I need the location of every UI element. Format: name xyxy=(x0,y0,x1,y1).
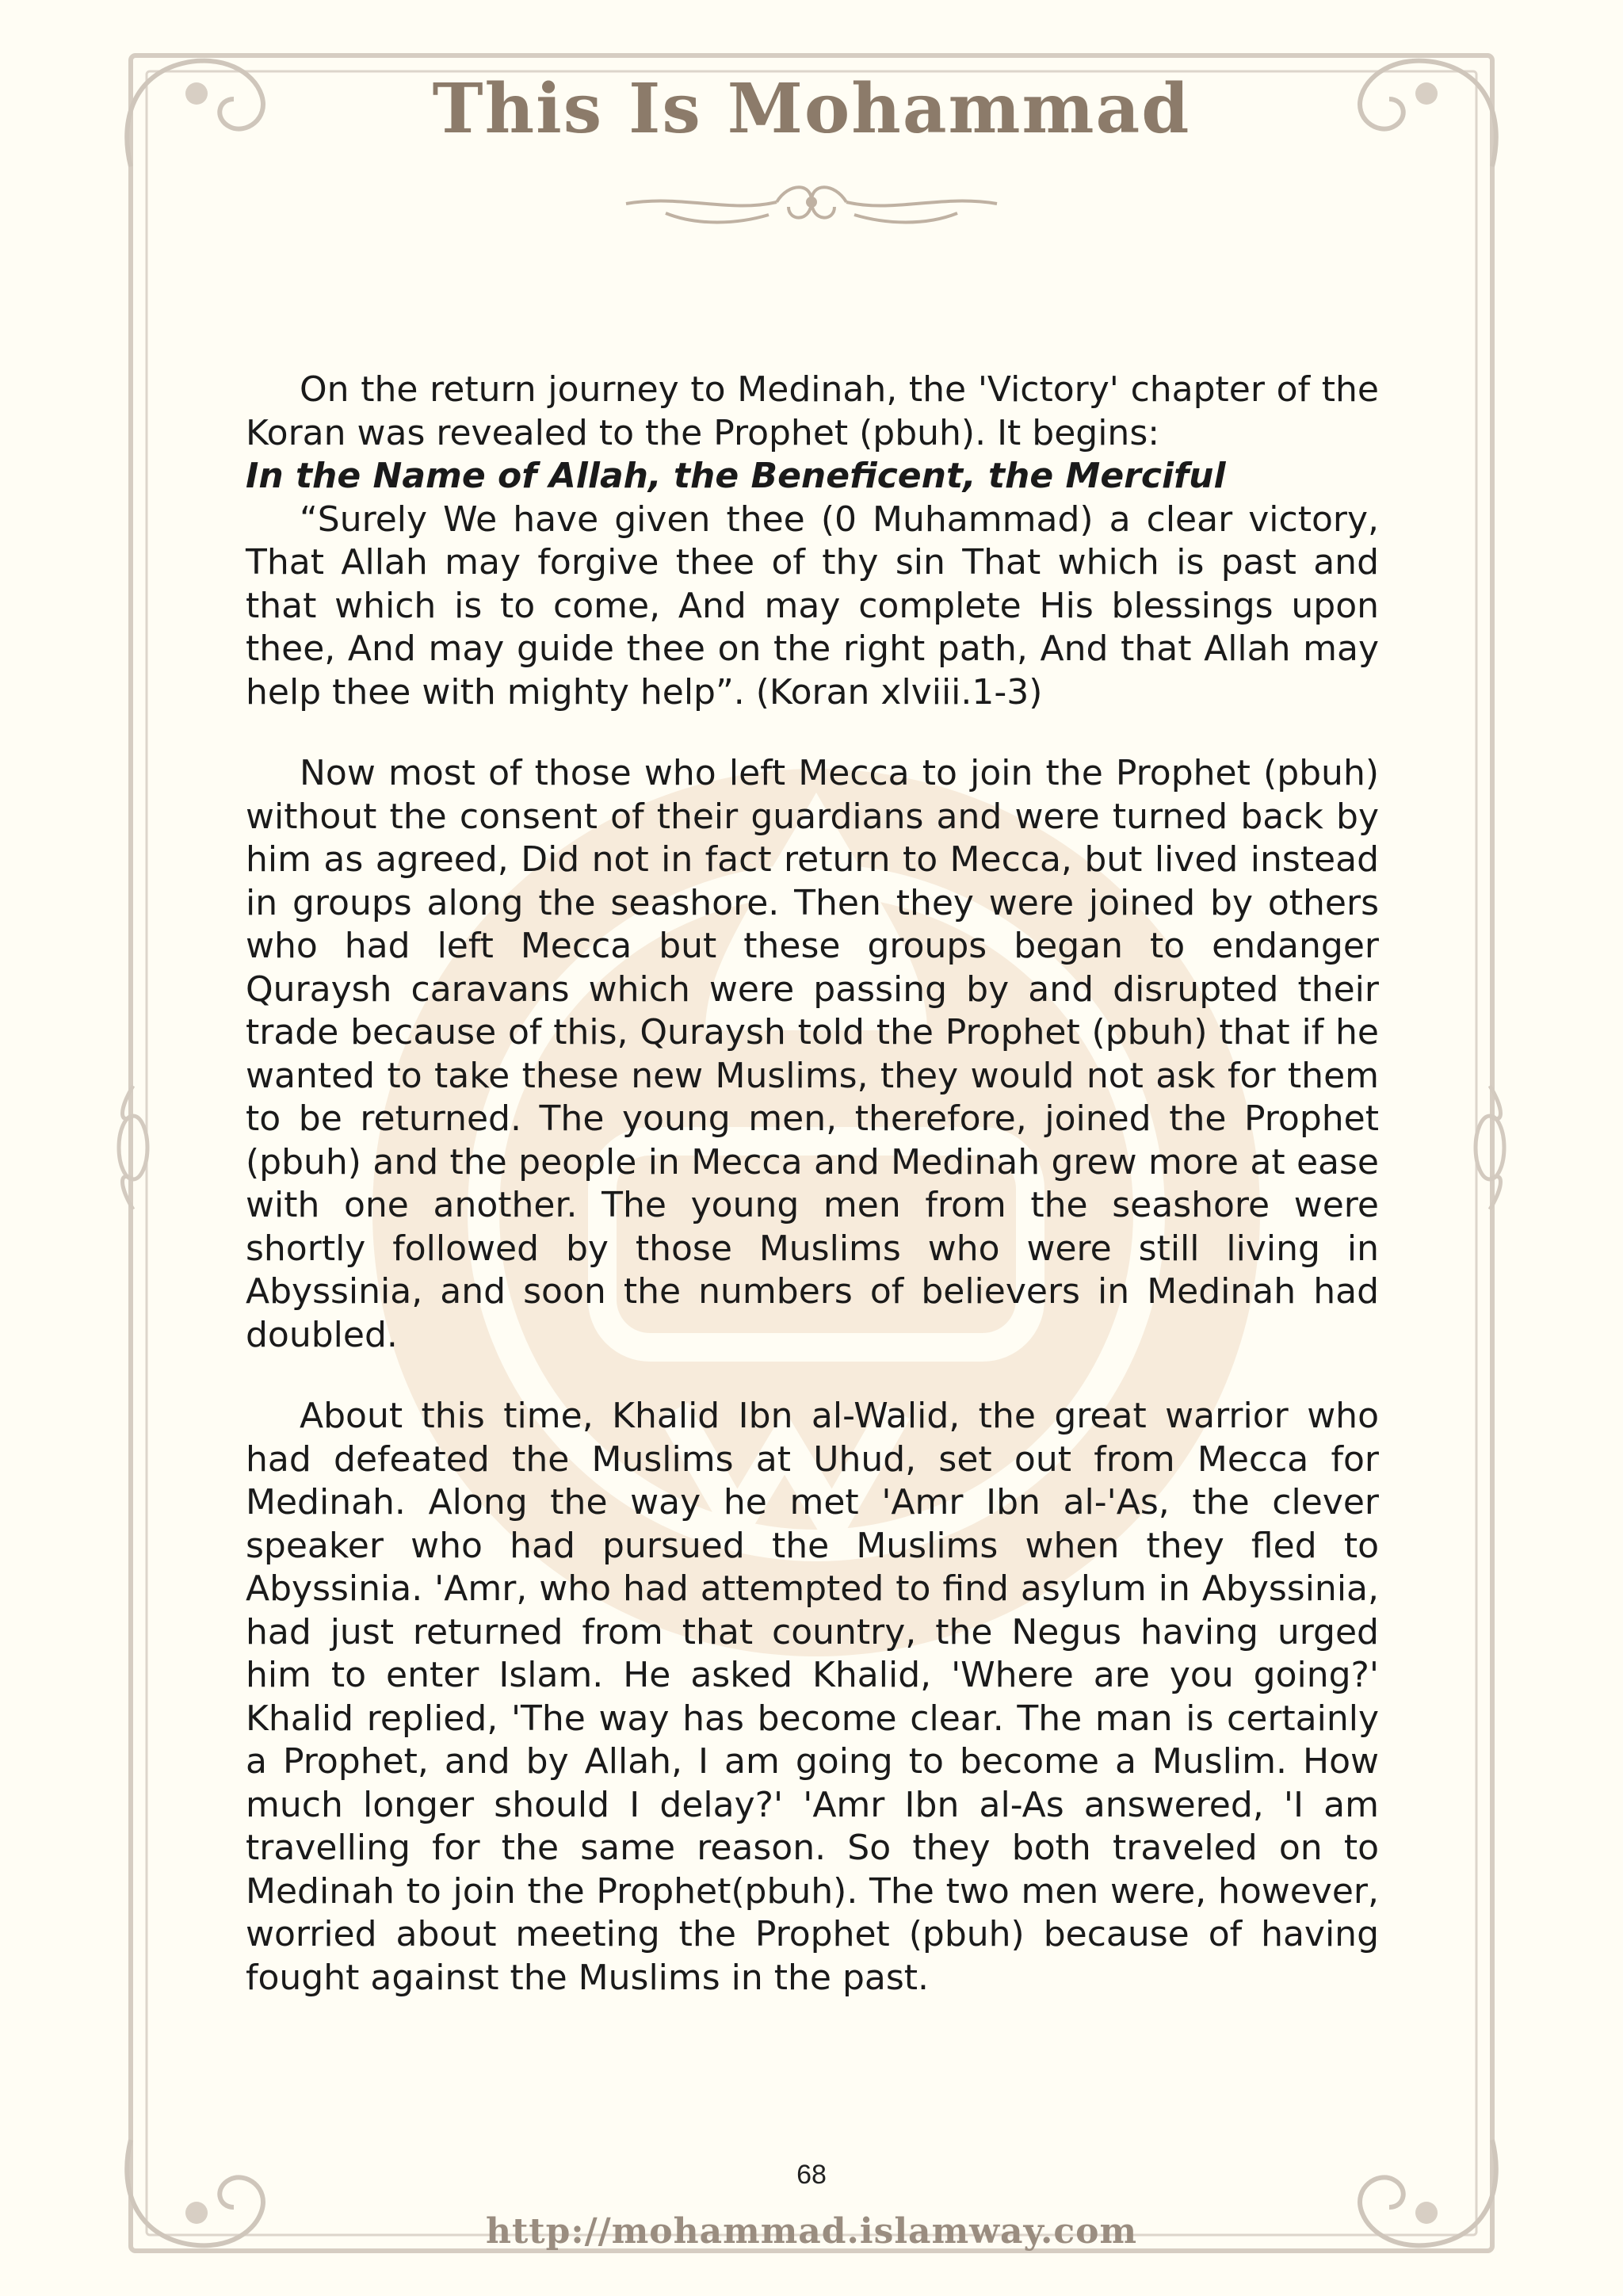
header-title: This Is Mohammad xyxy=(432,69,1191,149)
paragraph-1: On the return journey to Medinah, the 'Victory' chapter of the Koran was revealed to the Prophet (pbuh). It begins: xyxy=(246,369,1379,453)
paragraph-2: Now most of those who left Mecca to join the Prophet (pbuh) without the consent of their guardians and were turned back by him as agreed, Did not in fact return to Mecca, but lived instead in groups along the seashore. Then they were joined by others who had left Mecca but these groups began to endanger Quraysh caravans which were passing by and disrupted their trade because of this, Quraysh told the Prophet (pbuh) that if he wanted to take these new Muslims, they would not ask for them to be returned. The young men, therefore, joined the Prophet (pbuh) and the people in Mecca and Medinah grew more at ease with one another. The young men from the seashore were shortly followed by those Muslims who were still living in Abyssinia, and soon the numbers of believers in Medinah had doubled. xyxy=(246,753,1379,1355)
paragraph-3: About this time, Khalid Ibn al-Walid, the great warrior who had defeated the Muslims at Uhud, set out from Mecca for Medinah. Along the way he met 'Amr Ibn al-'As, the clever speaker who had pursued the Muslims when they fled to Abyssinia. 'Amr, who had attempted to find asylum in Abyssinia, had just returned from that country, the Negus having urged him to enter Islam. He asked Khalid, 'Where are you going?' Khalid replied, 'The way has become clear. The man is certainly a Prophet, and by Allah, I am going to become a Muslim. How much longer should I delay?' 'Amr Ibn al-As answered, 'I am travelling for the same reason. So they both traveled on to Medinah to join the Prophet(pbuh). The two men were, however, worried about meeting the Prophet (pbuh) because of having fought against the Muslims in the past. xyxy=(246,1396,1379,1998)
invocation-heading: In the Name of Allah, the Beneficent, the Merciful xyxy=(246,456,1226,496)
quran-quote: “Surely We have given thee (0 Muhammad) a clear victory, That Allah may forgive thee of thy sin That which is past and that which is to come, And may complete His blessings upon thee, And may guide thee on the right path, And that Allah may help thee with mighty help”. (Koran xlviii.1-3) xyxy=(246,499,1379,712)
footer-url: http://mohammad.islamway.com xyxy=(485,2211,1138,2252)
header-flourish-ornament xyxy=(618,178,1005,234)
body-text xyxy=(246,369,1379,2000)
page-number: 68 xyxy=(796,2160,827,2190)
